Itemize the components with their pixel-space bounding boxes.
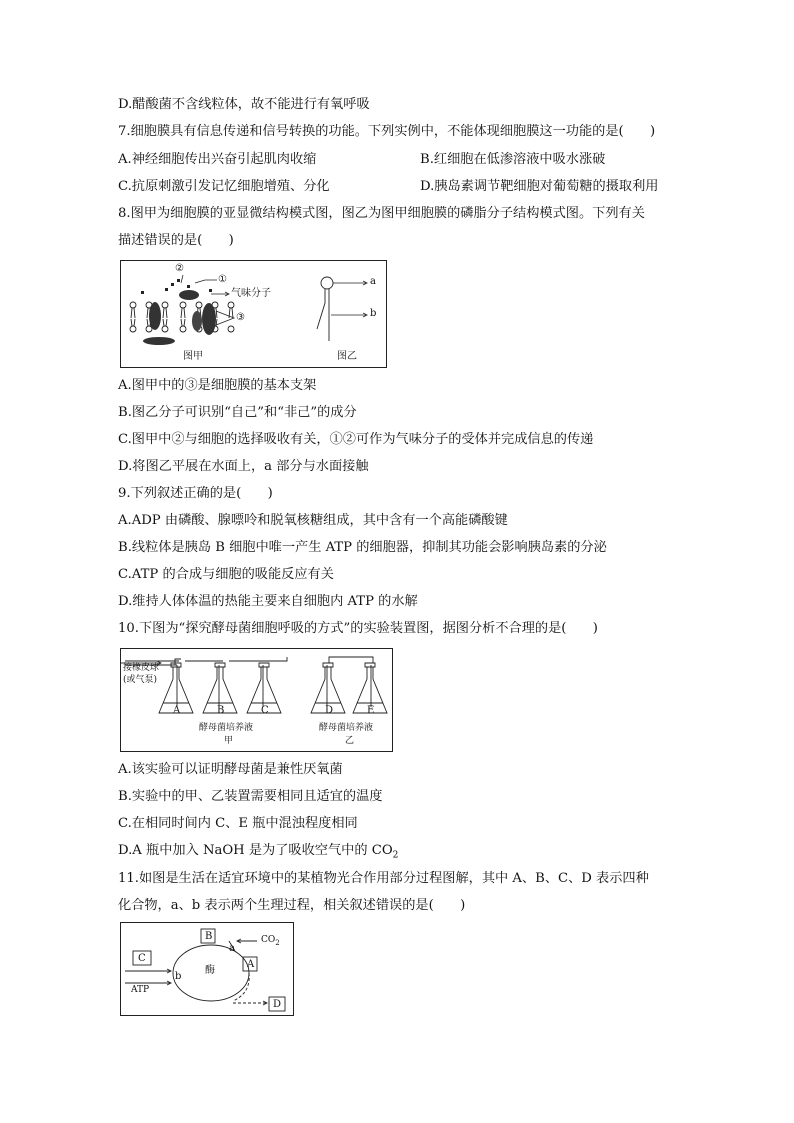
q9-option-d: D.维持人体体温的热能主要来自细胞内 ATP 的水解	[118, 594, 418, 609]
q7-option-d: D.胰岛素调节靶细胞对葡萄糖的摄取利用	[420, 179, 659, 194]
atp-label: ATP	[131, 985, 150, 995]
flask-d-label: D	[325, 705, 334, 716]
pump-label-line2: (或气泵)	[123, 675, 158, 685]
process-a-label: a	[229, 943, 235, 954]
pump-label-line1: 接橡皮球	[123, 663, 160, 673]
co2-subscript: 2	[275, 938, 280, 947]
q7-stem: 7.细胞膜具有信息传递和信号转换的功能。下列实例中，不能体现细胞膜这一功能的是( )	[118, 124, 656, 139]
compound-d-box: D	[273, 999, 282, 1010]
q8-option-c: C.图甲中②与细胞的选择吸收有关，①②可作为气味分子的受体并完成信息的传递	[118, 432, 594, 447]
label-a: a	[370, 276, 376, 287]
compound-c-box: C	[138, 953, 146, 964]
q8-option-a: A.图甲中的③是细胞膜的基本支架	[118, 378, 317, 393]
label-3: ③	[236, 312, 245, 323]
q9-option-c: C.ATP 的合成与细胞的吸能反应有关	[118, 567, 334, 582]
q11-stem-line1: 11.如图是生活在适宜环境中的某植物光合作用部分过程图解，其中 A、B、C、D 表示四种	[118, 871, 649, 886]
compound-a-box: A	[247, 959, 255, 970]
process-b-label: b	[175, 971, 182, 982]
enzyme-label: 酶	[205, 965, 215, 976]
co2-label	[261, 935, 280, 949]
q8-figure	[120, 260, 387, 368]
q9-option-a: A.ADP 由磷酸、腺嘌呤和脱氧核糖组成，其中含有一个高能磷酸键	[118, 513, 508, 528]
q10-option-d-subscript: 2	[392, 850, 399, 861]
q9-stem: 9.下列叙述正确的是( )	[118, 486, 273, 501]
medium-label-yi: 酵母菌培养液	[319, 723, 374, 733]
q8-stem-line2: 描述错误的是( )	[118, 233, 234, 248]
caption-yi: 图乙	[337, 351, 357, 362]
flask-e-label: E	[367, 705, 375, 716]
q10-option-a: A.该实验可以证明酵母菌是兼性厌氧菌	[118, 762, 343, 777]
co2-text: CO	[261, 935, 276, 945]
q10-option-d-text: D.A 瓶中加入 NaOH 是为了吸收空气中的 CO	[118, 843, 393, 858]
q10-figure	[120, 648, 393, 752]
q11-figure	[120, 922, 294, 1016]
flask-b-label: B	[217, 705, 225, 716]
q10-stem: 10.下图为“探究酵母菌细胞呼吸的方式”的实验装置图，据图分析不合理的是( )	[118, 621, 598, 636]
q11-stem-line2: 化合物，a、b 表示两个生理过程，相关叙述错误的是( )	[118, 898, 466, 913]
odor-molecule-label: 气味分子	[231, 288, 271, 299]
q6-option-d: D.醋酸菌不含线粒体，故不能进行有氧呼吸	[118, 97, 370, 112]
q7-option-a: A.神经细胞传出兴奋引起肌肉收缩	[118, 152, 317, 167]
q7-option-c: C.抗原刺激引发记忆细胞增殖、分化	[118, 179, 330, 194]
compound-b-box: B	[205, 931, 213, 942]
flask-a-label: A	[173, 705, 181, 716]
q10-option-b: B.实验中的甲、乙装置需要相同且适宜的温度	[118, 789, 383, 804]
label-1: ①	[218, 274, 227, 285]
q10-option-c: C.在相同时间内 C、E 瓶中混浊程度相同	[118, 816, 358, 831]
q8-option-b: B.图乙分子可识别“自己”和“非己”的成分	[118, 405, 357, 420]
setup-yi-label: 乙	[345, 736, 355, 746]
caption-jia: 图甲	[183, 351, 203, 362]
q10-option-d	[118, 842, 398, 865]
q8-option-d: D.将图乙平展在水面上，a 部分与水面接触	[118, 459, 369, 474]
flask-c-label: C	[261, 705, 269, 716]
label-b: b	[370, 308, 377, 319]
label-2: ②	[175, 263, 184, 274]
setup-jia-label: 甲	[224, 736, 234, 746]
q7-option-b: B.红细胞在低渗溶液中吸水涨破	[420, 152, 606, 167]
q8-stem-line1: 8.图甲为细胞膜的亚显微结构模式图，图乙为图甲细胞膜的磷脂分子结构模式图。下列有关	[118, 206, 645, 221]
q9-option-b: B.线粒体是胰岛 B 细胞中唯一产生 ATP 的细胞器，抑制其功能会影响胰岛素的分泌	[118, 540, 607, 555]
medium-label-jia: 酵母菌培养液	[199, 723, 254, 733]
